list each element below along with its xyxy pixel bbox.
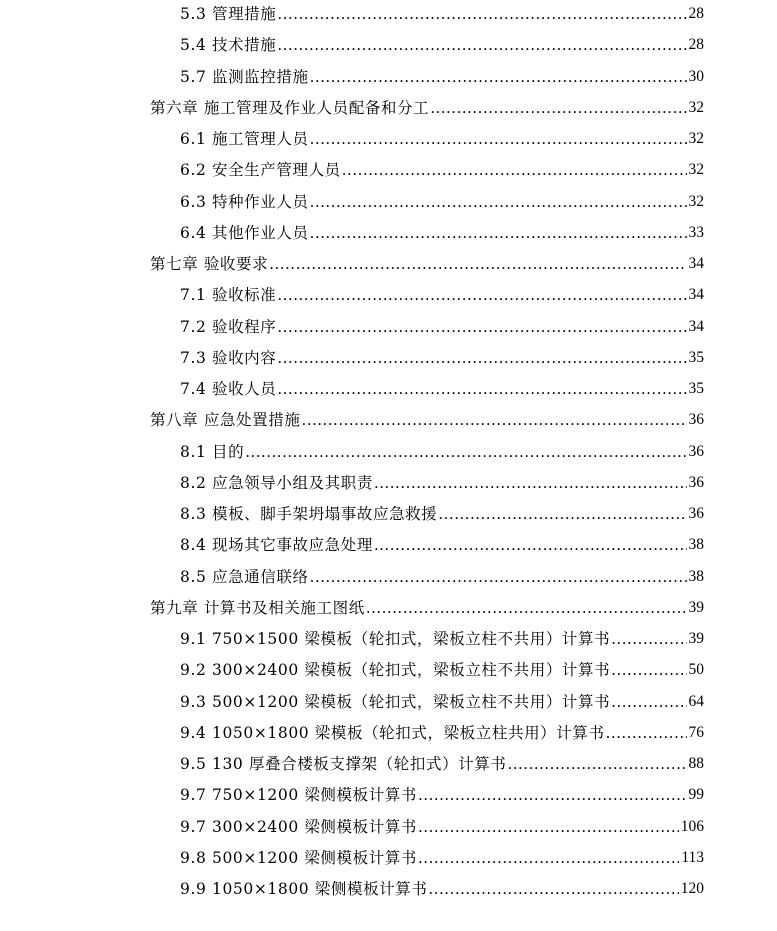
toc-entry-title: 9.2 300×2400 梁模板（轮扣式，梁板立柱不共用）计算书 — [180, 661, 611, 680]
toc-section-entry[interactable] — [180, 438, 704, 466]
toc-entry-title: 6.3 特种作业人员 — [180, 192, 309, 211]
toc-dot-leader — [310, 563, 687, 591]
toc-page-number: 30 — [688, 67, 704, 85]
toc-chapter-entry[interactable] — [150, 406, 704, 434]
toc-entry-title: 第七章 验收要求 — [150, 255, 269, 273]
toc-page-number: 32 — [688, 130, 704, 147]
toc-entry-title: 9.7 300×2400 梁侧模板计算书 — [180, 817, 418, 836]
toc-section-entry[interactable] — [180, 125, 704, 153]
toc-section-entry[interactable] — [180, 500, 704, 528]
toc-section-entry[interactable] — [180, 688, 704, 716]
toc-dot-leader — [310, 219, 687, 247]
toc-dot-leader — [374, 469, 687, 497]
toc-page-number: 32 — [688, 98, 704, 116]
toc-page-number: 39 — [688, 630, 704, 647]
toc-section-entry[interactable] — [180, 875, 704, 903]
toc-page-number: 120 — [680, 880, 704, 897]
toc-entry-title: 第八章 应急处置措施 — [150, 411, 301, 430]
toc-section-entry[interactable] — [180, 656, 704, 684]
toc-dot-leader — [438, 500, 686, 528]
toc-dot-leader — [310, 188, 687, 216]
toc-entry-title: 7.1 验收标准 — [180, 286, 277, 305]
toc-section-entry[interactable] — [180, 313, 704, 341]
toc-entry-title: 7.2 验收程序 — [180, 317, 277, 336]
toc-entry-title: 9.1 750×1500 梁模板（轮扣式，梁板立柱不共用）计算书 — [180, 630, 611, 648]
toc-entry-title: 8.5 应急通信联络 — [180, 567, 309, 586]
toc-section-entry[interactable] — [180, 750, 704, 778]
toc-page-number: 32 — [688, 192, 704, 210]
toc-dot-leader — [277, 313, 686, 341]
toc-dot-leader — [301, 406, 686, 434]
toc-dot-leader — [277, 31, 686, 59]
toc-dot-leader — [606, 719, 687, 747]
toc-entry-title: 9.3 500×1200 梁模板（轮扣式，梁板立柱不共用）计算书 — [180, 692, 611, 711]
toc-entry-title: 5.3 管理措施 — [180, 5, 277, 23]
toc-dot-leader — [310, 125, 687, 153]
toc-entry-title: 6.1 施工管理人员 — [180, 130, 309, 148]
toc-dot-leader — [418, 781, 686, 809]
toc-page-number: 38 — [688, 567, 704, 585]
toc-dot-leader — [374, 531, 687, 559]
toc-dot-leader — [418, 813, 679, 841]
toc-entry-title: 第六章 施工管理及作业人员配备和分工 — [150, 98, 430, 117]
toc-entry-title: 第九章 计算书及相关施工图纸 — [150, 598, 365, 617]
toc-dot-leader — [428, 875, 678, 903]
toc-section-entry[interactable] — [180, 531, 704, 559]
toc-page-number: 34 — [688, 286, 704, 304]
toc-section-entry[interactable] — [180, 281, 704, 309]
toc-dot-leader — [611, 625, 686, 653]
toc-page-number: 64 — [688, 692, 704, 710]
toc-page-number: 33 — [688, 223, 704, 241]
toc-entry-title: 7.3 验收内容 — [180, 348, 277, 367]
toc-dot-leader — [277, 344, 686, 372]
toc-dot-leader — [611, 688, 686, 716]
toc-page-number: 36 — [688, 505, 704, 522]
toc-chapter-entry[interactable] — [150, 594, 704, 622]
toc-dot-leader — [366, 594, 687, 622]
toc-section-entry[interactable] — [180, 375, 704, 403]
toc-section-entry[interactable] — [180, 719, 704, 747]
toc-dot-leader — [418, 844, 679, 872]
toc-dot-leader — [430, 94, 686, 122]
toc-entry-title: 9.8 500×1200 梁侧模板计算书 — [180, 848, 418, 867]
toc-dot-leader — [508, 750, 687, 778]
toc-section-entry[interactable] — [180, 813, 704, 841]
toc-dot-leader — [310, 63, 687, 91]
toc-entry-title: 5.4 技术措施 — [180, 36, 277, 55]
toc-section-entry[interactable] — [180, 563, 704, 591]
toc-page-number: 32 — [688, 161, 704, 179]
toc-entry-title: 9.4 1050×1800 梁模板（轮扣式，梁板立柱共用）计算书 — [180, 723, 605, 742]
toc-section-entry[interactable] — [180, 344, 704, 372]
toc-section-entry[interactable] — [180, 0, 704, 28]
toc-page-number: 34 — [688, 317, 704, 335]
toc-dot-leader — [611, 656, 686, 684]
toc-dot-leader — [342, 156, 687, 184]
toc-entry-title: 9.5 130 厚叠合楼板支撑架（轮扣式）计算书 — [180, 755, 507, 773]
toc-page-number: 36 — [688, 442, 704, 460]
toc-page-number: 39 — [688, 598, 704, 616]
toc-chapter-entry[interactable] — [150, 250, 704, 278]
toc-section-entry[interactable] — [180, 188, 704, 216]
toc-dot-leader — [277, 281, 686, 309]
toc-page-number: 28 — [688, 5, 704, 22]
toc-section-entry[interactable] — [180, 156, 704, 184]
toc-entry-title: 6.2 安全生产管理人员 — [180, 161, 341, 180]
toc-page-number: 34 — [688, 255, 704, 272]
toc-page-number: 36 — [688, 473, 704, 491]
toc-page-number: 50 — [688, 661, 704, 679]
toc-dot-leader — [277, 0, 686, 28]
toc-section-entry[interactable] — [180, 625, 704, 653]
toc-dot-leader — [277, 375, 686, 403]
toc-page-number: 35 — [688, 348, 704, 366]
toc-page-number: 76 — [688, 723, 704, 741]
toc-page-number: 88 — [688, 755, 704, 772]
toc-entry-title: 8.4 现场其它事故应急处理 — [180, 536, 373, 555]
toc-section-entry[interactable] — [180, 469, 704, 497]
toc-entry-title: 8.2 应急领导小组及其职责 — [180, 473, 373, 492]
toc-section-entry[interactable] — [180, 63, 704, 91]
toc-dot-leader — [269, 250, 686, 278]
toc-page-number: 35 — [688, 380, 704, 397]
toc-entry-title: 9.9 1050×1800 梁侧模板计算书 — [180, 880, 428, 898]
toc-section-entry[interactable] — [180, 31, 704, 59]
toc-page-number: 38 — [688, 536, 704, 554]
toc-section-entry[interactable] — [180, 219, 704, 247]
toc-page-number: 106 — [680, 817, 704, 835]
toc-entry-title: 6.4 其他作业人员 — [180, 223, 309, 242]
toc-entry-title: 8.3 模板、脚手架坍塌事故应急救援 — [180, 505, 438, 523]
toc-section-entry[interactable] — [180, 781, 704, 809]
toc-page-number: 99 — [688, 786, 704, 804]
toc-page-number: 36 — [688, 411, 704, 429]
toc-section-entry[interactable] — [180, 844, 704, 872]
toc-entry-title: 8.1 目的 — [180, 442, 245, 461]
toc-chapter-entry[interactable] — [150, 94, 704, 122]
toc-dot-leader — [245, 438, 686, 466]
toc-entry-title: 9.7 750×1200 梁侧模板计算书 — [180, 786, 418, 805]
toc-entry-title: 5.7 监测监控措施 — [180, 67, 309, 86]
toc-entry-title: 7.4 验收人员 — [180, 380, 277, 398]
toc-page-number: 113 — [681, 848, 704, 866]
toc-page-number: 28 — [688, 36, 704, 54]
